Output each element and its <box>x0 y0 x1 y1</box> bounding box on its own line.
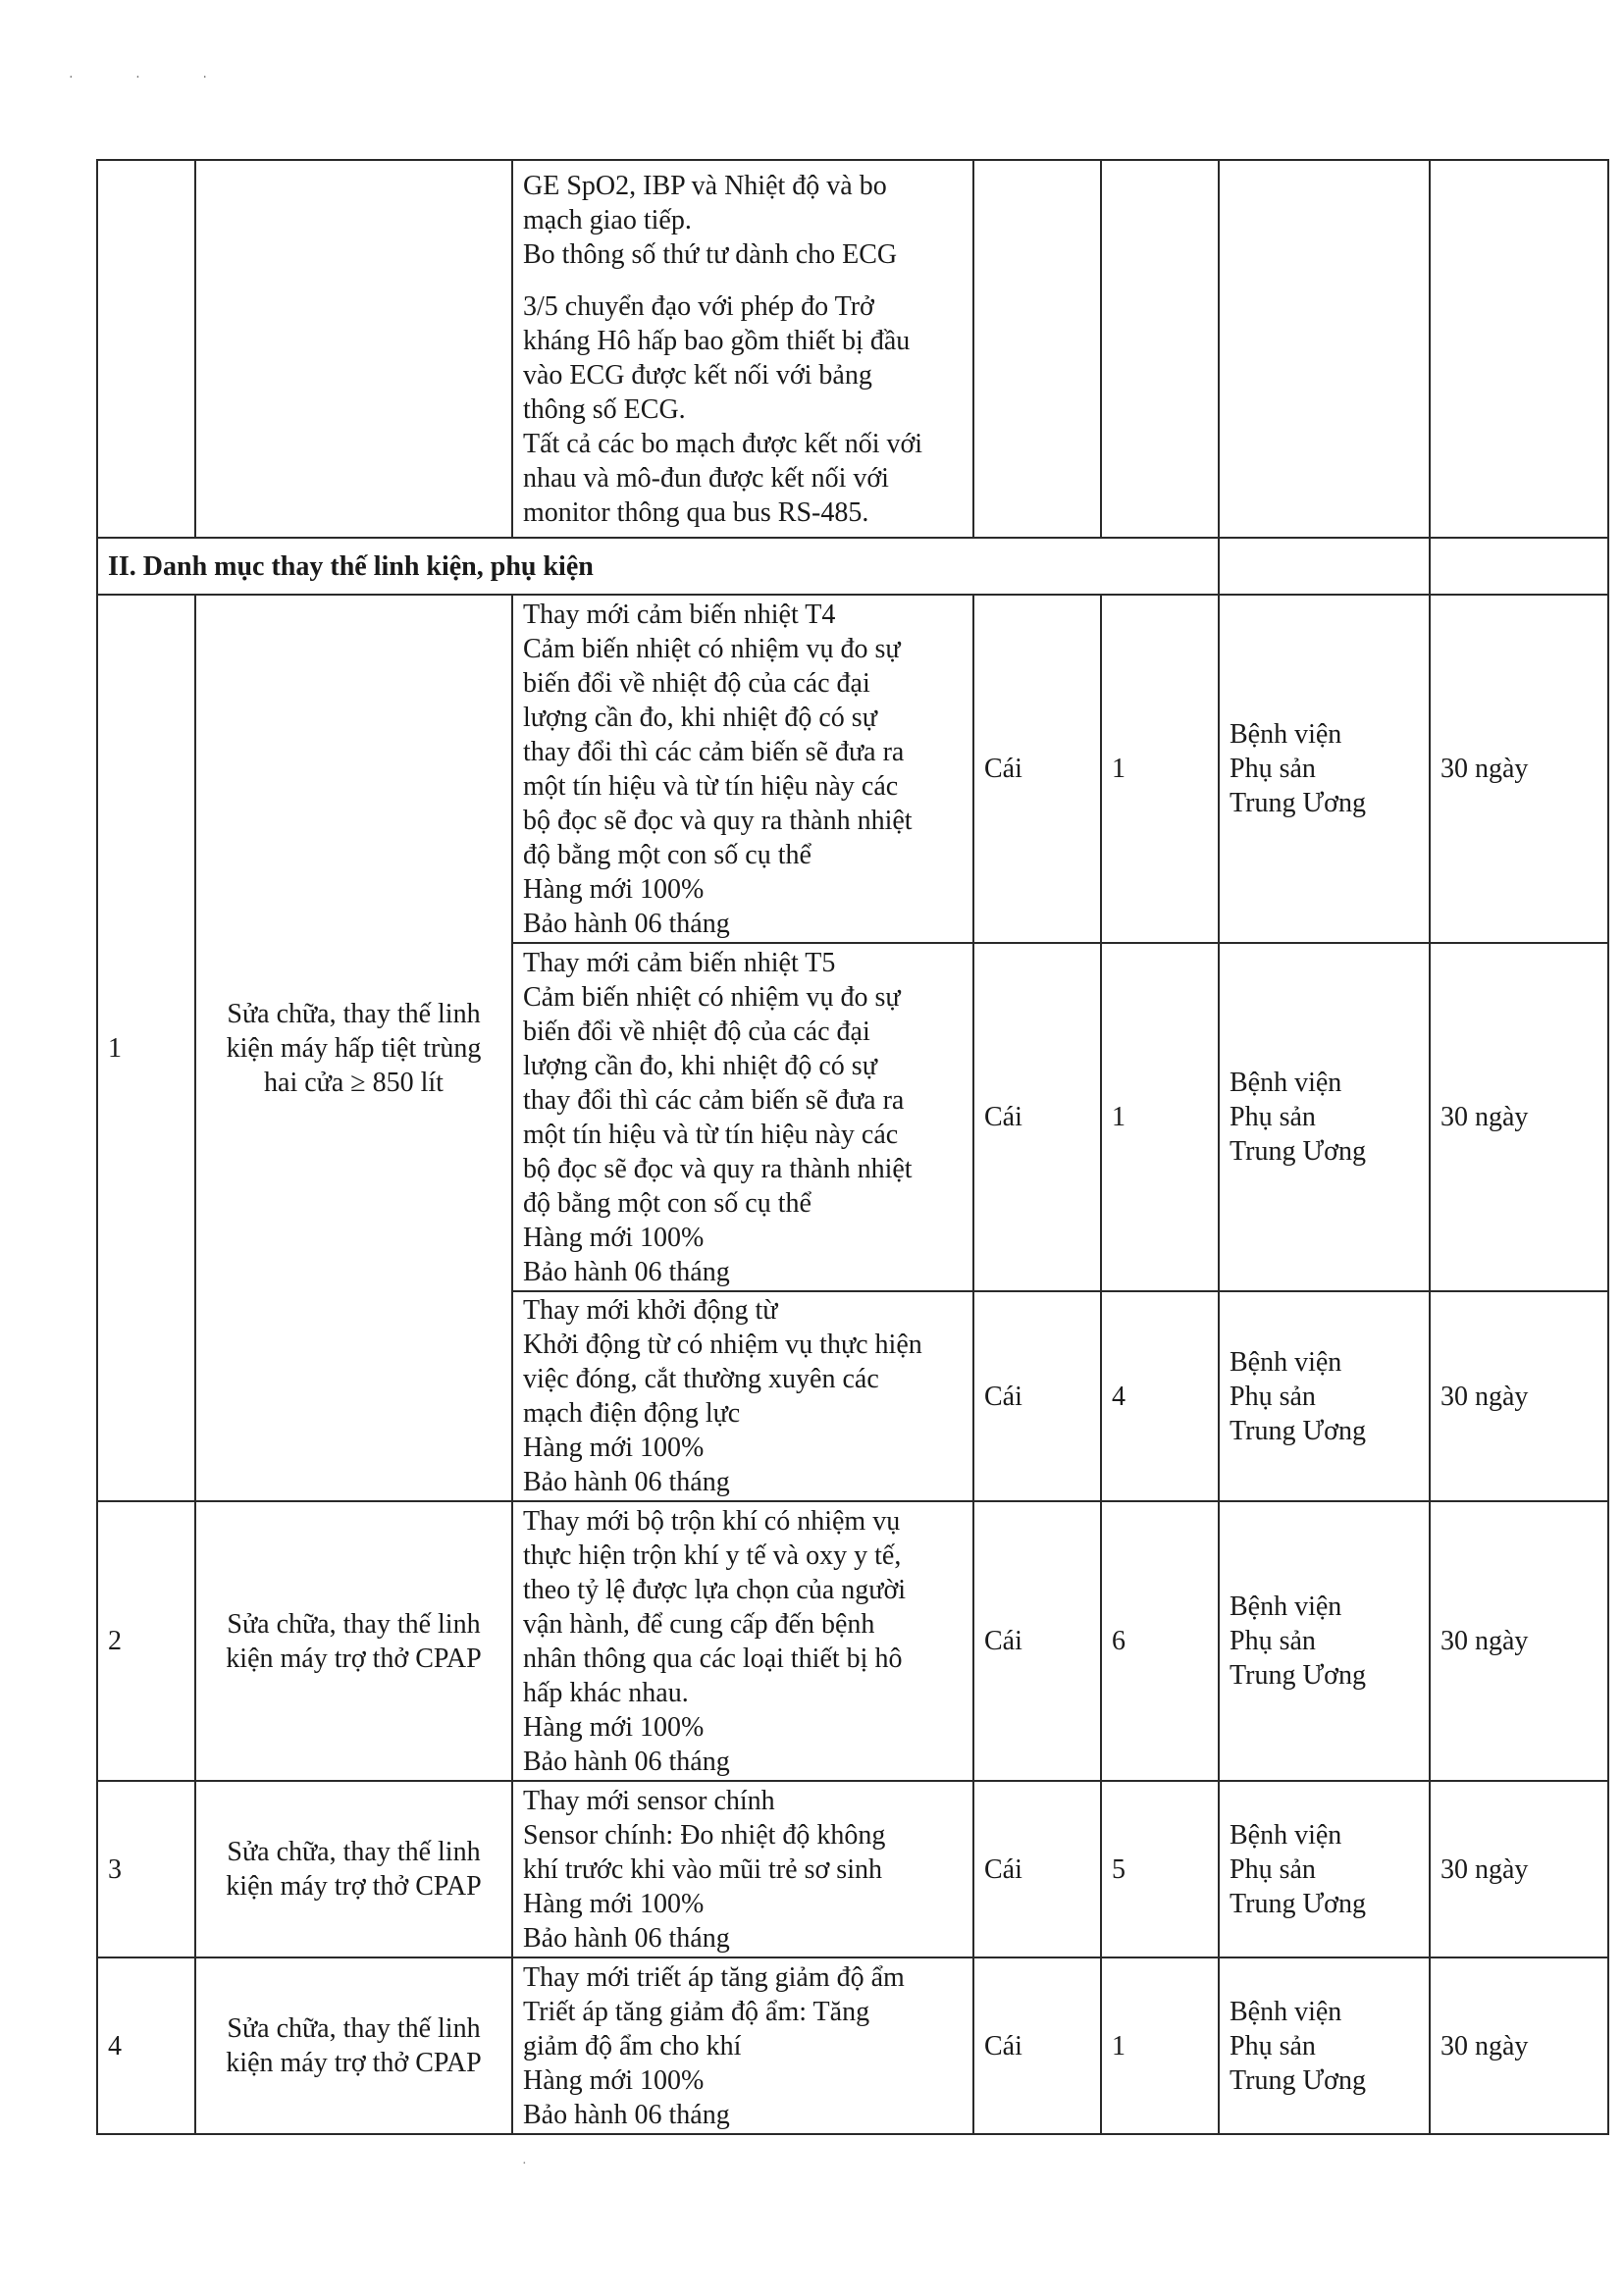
description-line: Bo thông số thứ tư dành cho ECG <box>523 238 898 270</box>
description-line: Bảo hành 06 tháng <box>523 1922 730 1954</box>
description-line: độ bằng một con số cụ thể <box>523 839 812 870</box>
location-cell <box>1219 1957 1430 2134</box>
item-name <box>195 1781 512 1957</box>
description-line: bộ đọc sẽ đọc và quy ra thành nhiệt <box>523 805 913 836</box>
location-line: Bệnh viện <box>1230 719 1342 750</box>
quantity-cell: 1 <box>1101 595 1219 943</box>
item-name <box>195 1957 512 2134</box>
item-number: 3 <box>97 1781 195 1957</box>
duration-cell: 30 ngày <box>1430 1781 1608 1957</box>
description-line: thực hiện trộn khí y tế và oxy y tế, <box>523 1539 902 1571</box>
location-line: Trung Ương <box>1230 1660 1366 1691</box>
description-line: Thay mới khởi động từ <box>523 1295 778 1326</box>
description-line: Bảo hành 06 tháng <box>523 1256 730 1287</box>
repair-items-table <box>96 159 1609 2135</box>
table-row <box>97 1501 1608 1781</box>
duration-cell <box>1430 160 1608 538</box>
description-line: thay đổi thì các cảm biến sẽ đưa ra <box>523 736 905 767</box>
duration-cell: 30 ngày <box>1430 1291 1608 1501</box>
location-line: Trung Ương <box>1230 788 1366 818</box>
description-cell <box>512 595 973 943</box>
location-cell <box>1219 1781 1430 1957</box>
item-name <box>195 1501 512 1781</box>
section-empty-cell <box>1430 538 1608 595</box>
description-line: hấp khác nhau. <box>523 1677 689 1708</box>
unit-cell: Cái <box>973 595 1101 943</box>
name-cell <box>195 160 512 538</box>
description-cell <box>512 1291 973 1501</box>
item-name-line: Sửa chữa, thay thế linh <box>227 2013 481 2044</box>
location-line: Bệnh viện <box>1230 1996 1342 2027</box>
description-line: theo tỷ lệ được lựa chọn của người <box>523 1574 907 1605</box>
table-row <box>97 1781 1608 1957</box>
table-row <box>97 595 1608 943</box>
description-spacer <box>523 272 963 289</box>
location-line: Bệnh viện <box>1230 1592 1342 1622</box>
location-cell <box>1219 160 1430 538</box>
item-name-line: kiện máy hấp tiệt trùng <box>226 1032 482 1064</box>
description-line: khí trước khi vào mũi trẻ sơ sinh <box>523 1853 882 1885</box>
description-cell <box>512 943 973 1291</box>
description-line: lượng cần đo, khi nhiệt độ có sự <box>523 1050 877 1081</box>
description-line: mạch điện động lực <box>523 1398 741 1429</box>
description-cell <box>512 160 973 538</box>
scan-artifact-marks: · · · <box>69 71 236 85</box>
description-line: thay đổi thì các cảm biến sẽ đưa ra <box>523 1084 905 1116</box>
description-line: Hàng mới 100% <box>523 1433 705 1463</box>
description-line: lượng cần đo, khi nhiệt độ có sự <box>523 702 877 733</box>
location-line: Phụ sản <box>1230 1381 1316 1412</box>
location-line: Bệnh viện <box>1230 1068 1342 1098</box>
description-cell <box>512 1781 973 1957</box>
description-line: Thay mới bộ trộn khí có nhiệm vụ <box>523 1505 901 1537</box>
section-header-row <box>97 538 1608 595</box>
item-name-line: Sửa chữa, thay thế linh <box>227 1608 481 1640</box>
quantity-cell: 1 <box>1101 943 1219 1291</box>
description-line: Hàng mới 100% <box>523 2064 705 2096</box>
scan-artifact-dot: · <box>522 2157 527 2171</box>
location-line: Bệnh viện <box>1230 1819 1342 1851</box>
location-cell <box>1219 1291 1430 1501</box>
number-cell <box>97 160 195 538</box>
description-line: Thay mới cảm biến nhiệt T4 <box>523 599 836 630</box>
section-title: II. Danh mục thay thế linh kiện, phụ kiện <box>97 538 1219 595</box>
item-name-line: kiện máy trợ thở CPAP <box>226 1643 482 1674</box>
description-line: việc đóng, cắt thường xuyên các <box>523 1364 879 1394</box>
item-number: 2 <box>97 1501 195 1781</box>
quantity-cell: 5 <box>1101 1781 1219 1957</box>
description-line: nhân thông qua các loại thiết bị hô <box>523 1643 903 1674</box>
location-cell <box>1219 943 1430 1291</box>
location-line: Phụ sản <box>1230 1853 1316 1885</box>
description-line: Hàng mới 100% <box>523 873 705 905</box>
item-name <box>195 595 512 1501</box>
description-line: độ bằng một con số cụ thể <box>523 1187 812 1219</box>
location-line: Phụ sản <box>1230 1626 1316 1656</box>
description-cell <box>512 1957 973 2134</box>
description-line: GE SpO2, IBP và Nhiệt độ và bo <box>523 170 887 201</box>
description-line: nhau và mô-đun được kết nối với <box>523 462 889 494</box>
unit-cell: Cái <box>973 1501 1101 1781</box>
table-row <box>97 1957 1608 2134</box>
description-line: vận hành, để cung cấp đến bệnh <box>523 1608 875 1640</box>
description-line: Thay mới sensor chính <box>523 1785 775 1816</box>
location-cell <box>1219 595 1430 943</box>
item-name-line: Sửa chữa, thay thế linh <box>227 1837 481 1867</box>
item-name-line: kiện máy trợ thở CPAP <box>226 1871 482 1902</box>
duration-cell: 30 ngày <box>1430 1957 1608 2134</box>
item-number: 1 <box>97 595 195 1501</box>
location-cell <box>1219 1501 1430 1781</box>
section-empty-cell <box>1219 538 1430 595</box>
location-line: Phụ sản <box>1230 754 1316 784</box>
unit-cell <box>973 160 1101 538</box>
description-line: Cảm biến nhiệt có nhiệm vụ đo sự <box>523 981 901 1013</box>
unit-cell: Cái <box>973 943 1101 1291</box>
item-name-line: kiện máy trợ thở CPAP <box>226 2048 482 2078</box>
duration-cell: 30 ngày <box>1430 595 1608 943</box>
description-line: Cảm biến nhiệt có nhiệm vụ đo sự <box>523 633 901 664</box>
location-line: Phụ sản <box>1230 1102 1316 1132</box>
quantity-cell: 1 <box>1101 1957 1219 2134</box>
description-line: Thay mới cảm biến nhiệt T5 <box>523 947 836 978</box>
quantity-cell <box>1101 160 1219 538</box>
description-line: bộ đọc sẽ đọc và quy ra thành nhiệt <box>523 1153 913 1184</box>
duration-cell: 30 ngày <box>1430 943 1608 1291</box>
description-line: Bảo hành 06 tháng <box>523 908 730 939</box>
description-line: Bảo hành 06 tháng <box>523 2099 730 2130</box>
description-line: vào ECG được kết nối với bảng <box>523 359 872 391</box>
location-line: Trung Ương <box>1230 1888 1366 1919</box>
description-line: Hàng mới 100% <box>523 1888 705 1919</box>
description-line: monitor thông qua bus RS-485. <box>523 496 869 528</box>
location-line: Bệnh viện <box>1230 1346 1342 1378</box>
unit-cell: Cái <box>973 1957 1101 2134</box>
item-name-line: hai cửa ≥ 850 lít <box>264 1067 444 1098</box>
duration-cell: 30 ngày <box>1430 1501 1608 1781</box>
description-line: Hàng mới 100% <box>523 1711 705 1743</box>
location-line: Trung Ương <box>1230 1136 1366 1167</box>
description-line: Triết áp tăng giảm độ ẩm: Tăng <box>523 1996 870 2027</box>
description-cell <box>512 1501 973 1781</box>
quantity-cell: 4 <box>1101 1291 1219 1501</box>
description-line: biến đổi về nhiệt độ của các đại <box>523 1016 870 1047</box>
location-line: Trung Ương <box>1230 2064 1366 2096</box>
description-line: Thay mới triết áp tăng giảm độ ẩm <box>523 1961 905 1993</box>
description-line: Tất cả các bo mạch được kết nối với <box>523 428 923 459</box>
continued-row <box>97 160 1608 538</box>
description-line: một tín hiệu và từ tín hiệu này các <box>523 770 899 802</box>
unit-cell: Cái <box>973 1291 1101 1501</box>
description-line: Bảo hành 06 tháng <box>523 1467 730 1497</box>
description-line: giảm độ ẩm cho khí <box>523 2030 742 2061</box>
unit-cell: Cái <box>973 1781 1101 1957</box>
description-line: Bảo hành 06 tháng <box>523 1746 730 1777</box>
item-number: 4 <box>97 1957 195 2134</box>
description-line: thông số ECG. <box>523 393 686 425</box>
description-line: 3/5 chuyển đạo với phép đo Trở <box>523 290 874 322</box>
quantity-cell: 6 <box>1101 1501 1219 1781</box>
location-line: Trung Ương <box>1230 1415 1366 1446</box>
location-line: Phụ sản <box>1230 2030 1316 2061</box>
description-line: kháng Hô hấp bao gồm thiết bị đầu <box>523 325 911 356</box>
description-line: mạch giao tiếp. <box>523 204 692 235</box>
description-line: biến đổi về nhiệt độ của các đại <box>523 667 870 699</box>
description-line: Hàng mới 100% <box>523 1222 705 1253</box>
item-name-line: Sửa chữa, thay thế linh <box>227 998 481 1029</box>
description-line: Sensor chính: Đo nhiệt độ không <box>523 1819 886 1851</box>
description-line: Khởi động từ có nhiệm vụ thực hiện <box>523 1330 922 1360</box>
description-line: một tín hiệu và từ tín hiệu này các <box>523 1119 899 1150</box>
